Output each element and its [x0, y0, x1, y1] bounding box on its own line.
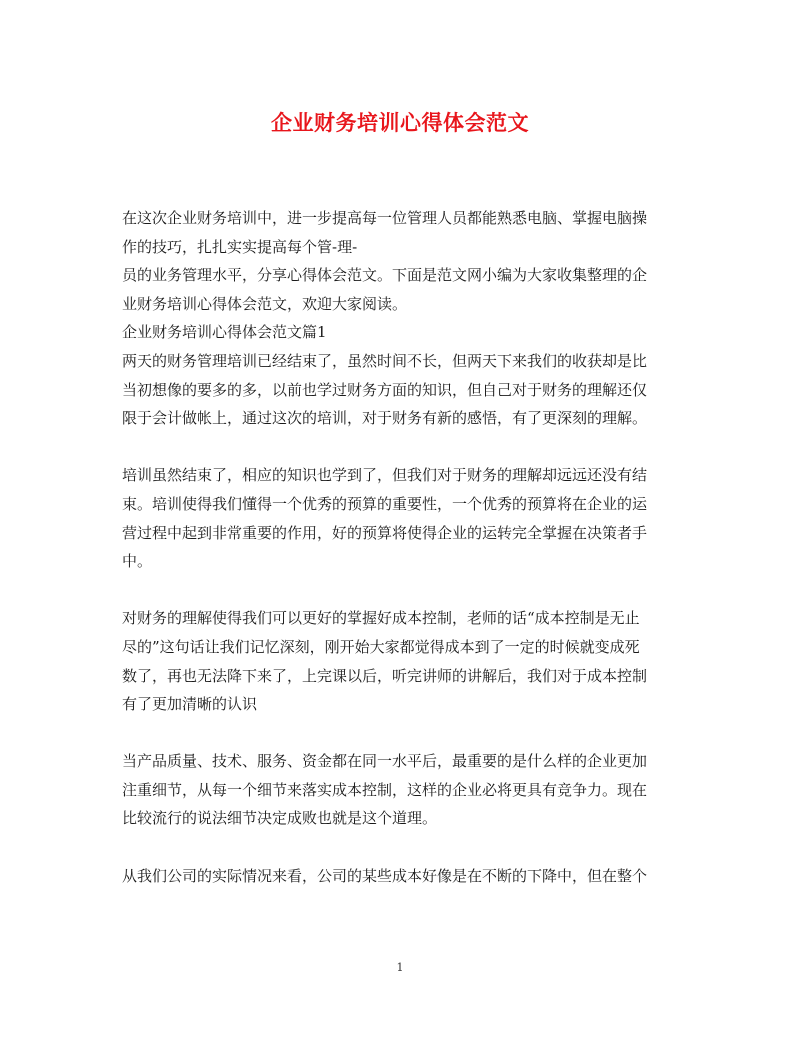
- paragraph-gap: [122, 576, 682, 605]
- document-body: [122, 204, 682, 890]
- text-line: 对财务的理解使得我们可以更好的掌握好成本控制，老师的话“成本控制是无止: [122, 609, 640, 628]
- text-line: 在这次企业财务培训中，进一步提高每一位管理人员都能熟悉电脑、掌握电脑操: [122, 209, 648, 227]
- paragraph-gap: [122, 719, 682, 748]
- text-line: 营过程中起到非常重要的作用，好的预算将使得企业的运转完全掌握在决策者手: [122, 523, 648, 542]
- text-line: 业财务培训心得体会范文，欢迎大家阅读。: [122, 294, 408, 313]
- text-line: 从我们公司的实际情况来看，公司的某些成本好像是在不断的下降中，但在整个: [122, 866, 648, 885]
- text-line: 有了更加清晰的认识: [122, 695, 258, 714]
- text-line: 当产品质量、技术、服务、资金都在同一水平后，最重要的是什么样的企业更加: [122, 752, 648, 771]
- document-title: 企业财务培训心得体会范文: [271, 110, 529, 135]
- paragraph-2: [122, 461, 682, 575]
- intro-paragraph: [122, 204, 682, 318]
- text-line: 培训虽然结束了，相应的知识也学到了，但我们对于财务的理解却远远还没有结: [122, 466, 648, 485]
- paragraph-4: [122, 747, 682, 833]
- text-line: 注重细节，从每一个细节来落实成本控制，这样的企业必将更具有竞争力。现在: [122, 780, 648, 799]
- text-line: 比较流行的说法细节决定成败也就是这个道理。: [122, 809, 438, 828]
- paragraph-3: [122, 604, 682, 718]
- page-number: 1: [396, 961, 404, 974]
- paragraph-5: [122, 862, 682, 891]
- text-line: 两天的财务管理培训已经结束了，虽然时间不长，但两天下来我们的收获却是比: [122, 351, 648, 370]
- text-line: 当初想像的要多的多，以前也学过财务方面的知识，但自己对于财务的理解还仅: [122, 380, 648, 399]
- text-line: 中。: [122, 552, 153, 571]
- paragraph-1: [122, 347, 682, 433]
- text-line: 员的业务管理水平，分享心得体会范文。下面是范文网小编为大家收集整理的企: [122, 266, 648, 285]
- text-line: 数了，再也无法降下来了，上完课以后，听完讲师的讲解后，我们对于成本控制: [122, 666, 648, 685]
- text-line: 尽的”这句话让我们记忆深刻，刚开始大家都觉得成本到了一定的时候就变成死: [122, 637, 640, 656]
- paragraph-gap: [122, 433, 682, 462]
- text-line: 束。培训使得我们懂得一个优秀的预算的重要性，一个优秀的预算将在企业的运: [122, 494, 648, 513]
- text-line: 限于会计做帐上，通过这次的培训，对于财务有新的感悟，有了更深刻的理解。: [122, 409, 648, 428]
- text-line: 作的技巧，扎扎实实提高每个管-理-: [122, 237, 358, 256]
- paragraph-gap: [122, 833, 682, 862]
- section-heading: 企业财务培训心得体会范文篇1: [122, 323, 327, 342]
